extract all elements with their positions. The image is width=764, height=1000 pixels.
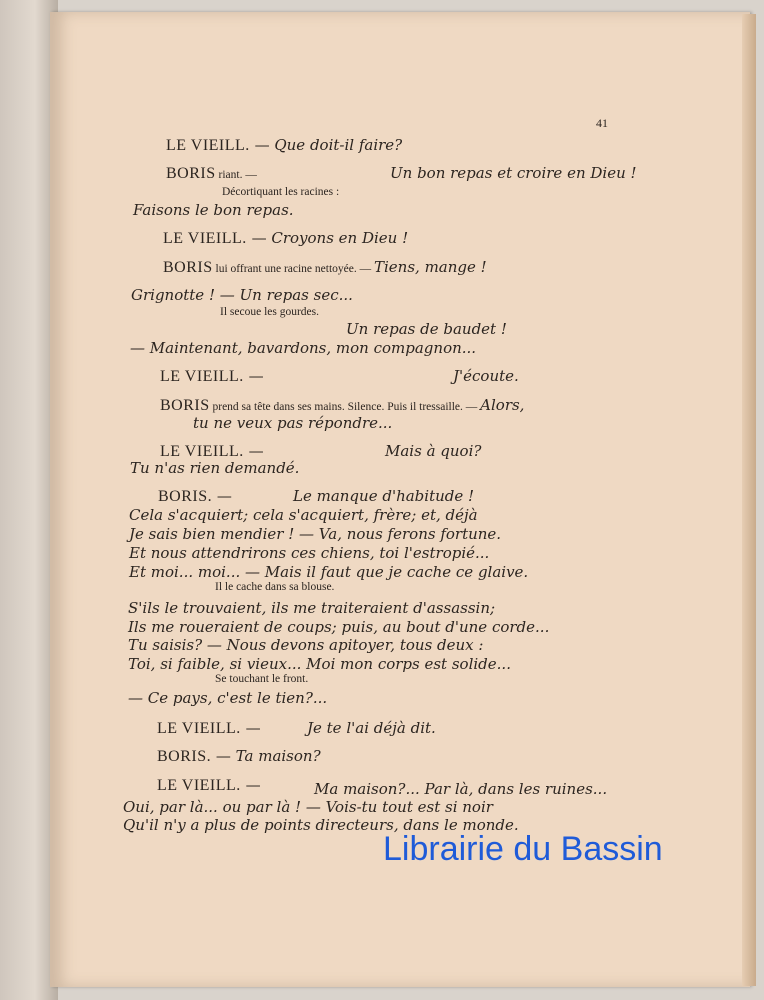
line-1: LE VIEILL. — Que doit-il faire? (166, 136, 403, 154)
stage-direction-4: Se touchant le front. (215, 673, 309, 685)
line-23: Ils me roueraient de coups; puis, au bout d'une corde... (128, 618, 550, 636)
line-9: Un repas de baudet ! (346, 320, 507, 338)
line-25: Toi, si faible, si vieux... Moi mon corps est solide... (128, 655, 511, 673)
line-4: Faisons le bon repas. (133, 201, 294, 219)
line-5: LE VIEILL. — Croyons en Dieu ! (163, 229, 409, 247)
stage-direction-3: Il le cache dans sa blouse. (215, 581, 335, 593)
stage-direction-1: Décortiquant les racines : (222, 186, 340, 198)
line-16-verse: Le manque d'habitude ! (293, 487, 475, 505)
line-6: BORIS lui offrant une racine nettoyée. — Tiens, mange ! (163, 258, 487, 276)
line-27: — Ce pays, c'est le tien?... (128, 689, 328, 707)
line-16: BORIS. — (158, 487, 232, 505)
line-24: Tu saisis? — Nous devons apitoyer, tous deux : (128, 636, 484, 654)
line-28-verse: Je te l'ai déjà dit. (307, 719, 436, 737)
line-17: Cela s'acquiert; cela s'acquiert, frère; et, déjà (129, 506, 478, 524)
line-22: S'ils le trouvaient, ils me traiteraient d'assassin; (128, 599, 496, 617)
line-30: LE VIEILL. — (157, 776, 261, 794)
line-18: Je sais bien mendier ! — Va, nous ferons fortune. (129, 525, 502, 543)
line-11-verse: J'écoute. (453, 367, 519, 385)
line-14: LE VIEILL. — (160, 442, 264, 460)
page-edge (742, 14, 756, 986)
line-2-verse: Un bon repas et croire en Dieu ! (390, 164, 637, 182)
line-19: Et nous attendrirons ces chiens, toi l'estropié... (129, 544, 490, 562)
line-7: Grignotte ! — Un repas sec... (131, 286, 353, 304)
line-30-verse: Ma maison?... Par là, dans les ruines... (314, 780, 608, 798)
line-15: Tu n'as rien demandé. (130, 459, 300, 477)
watermark: Librairie du Bassin (383, 830, 663, 868)
page-number: 41 (596, 116, 608, 130)
line-20: Et moi... moi... — Mais il faut que je cache ce glaive. (129, 563, 529, 581)
line-10: — Maintenant, bavardons, mon compagnon... (130, 339, 477, 357)
line-12: BORIS prend sa tête dans ses mains. Silence. Puis il tressaille. — Alors, (160, 396, 525, 414)
line-28: LE VIEILL. — (157, 719, 261, 737)
line-11: LE VIEILL. — (160, 367, 264, 385)
line-32: Qu'il n'y a plus de points directeurs, dans le monde. (123, 816, 519, 834)
line-31: Oui, par là... ou par là ! — Vois-tu tout est si noir (123, 798, 493, 816)
line-29: BORIS. — Ta maison? (157, 747, 321, 765)
line-14-verse: Mais à quoi? (385, 442, 482, 460)
line-13: tu ne veux pas répondre... (193, 414, 393, 432)
line-2: BORIS riant. — (166, 165, 257, 182)
stage-direction-2: Il secoue les gourdes. (220, 306, 319, 318)
